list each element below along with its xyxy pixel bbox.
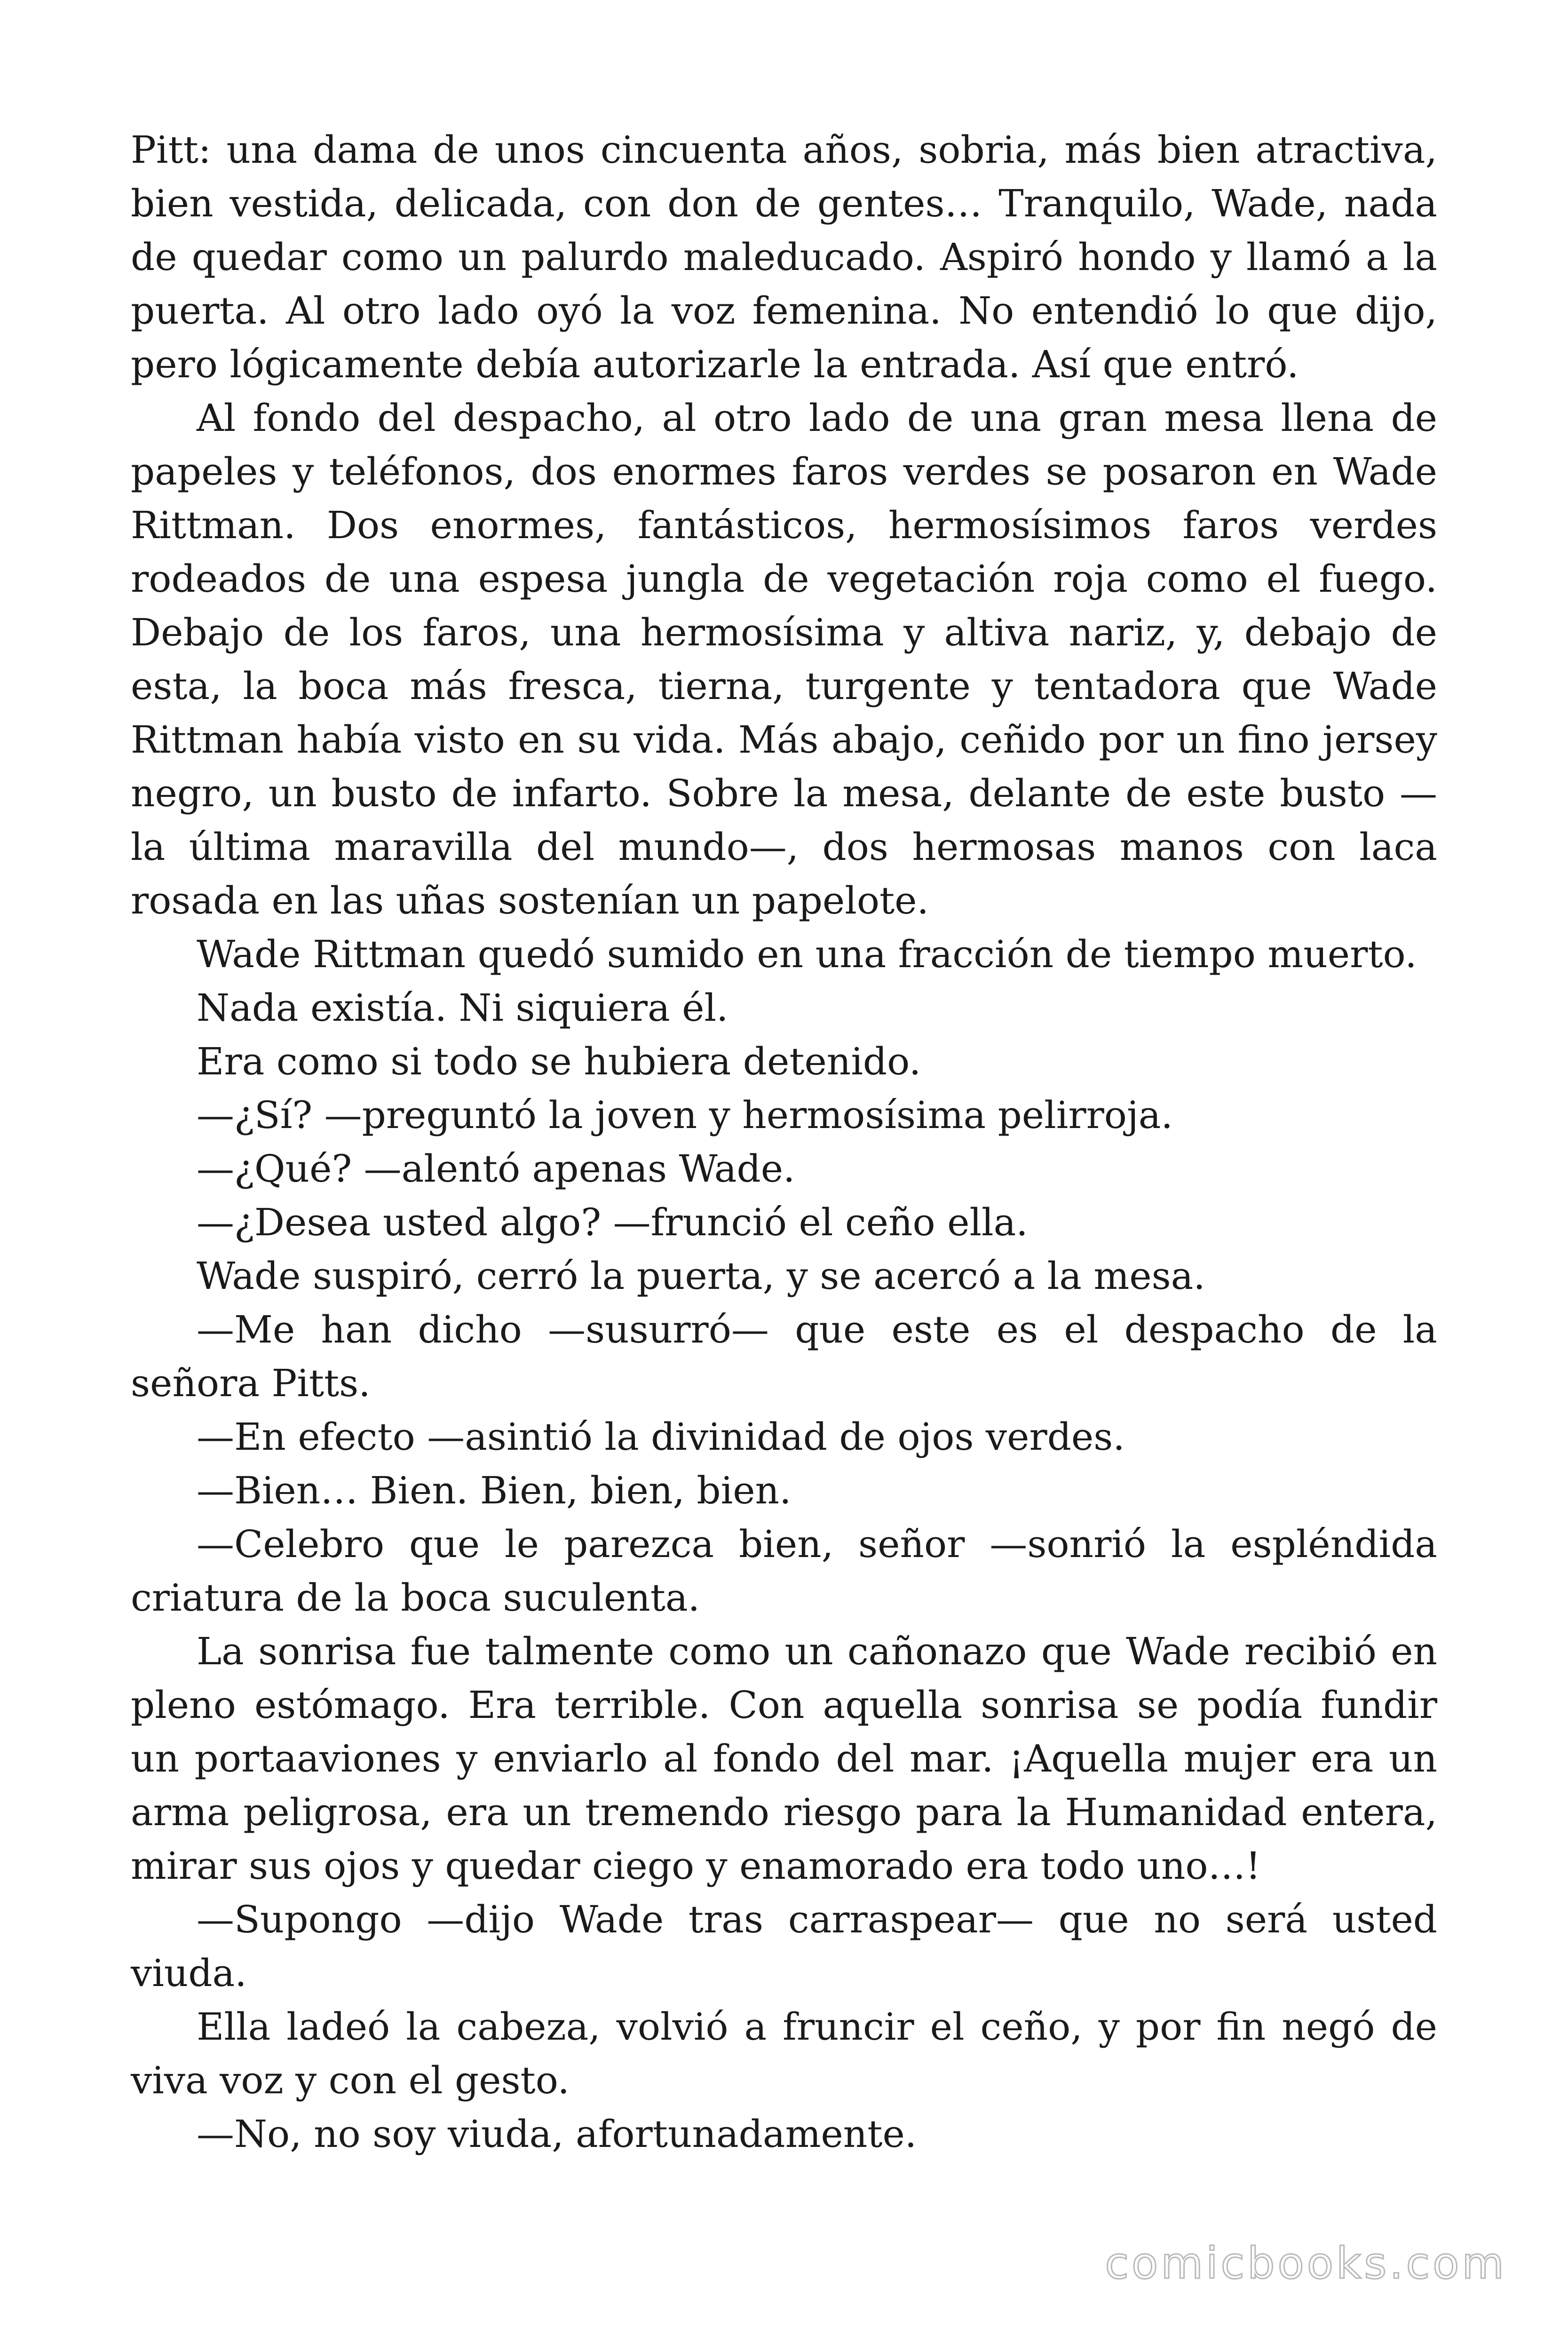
paragraph: Nada existía. Ni siquiera él. xyxy=(197,986,729,1030)
paragraph: Wade suspiró, cerró la puerta, y se acercó a la mesa. xyxy=(197,1254,1205,1298)
paragraph: —¿Desea usted algo? —frunció el ceño ella. xyxy=(197,1200,1028,1244)
paragraph: —No, no soy viuda, afortunadamente. xyxy=(197,2112,917,2156)
paragraph: —Supongo —dijo Wade tras carraspear— que no será usted viuda. xyxy=(131,1898,1437,1995)
paragraph: Ella ladeó la cabeza, volvió a fruncir el ceño, y por fin negó de viva voz y con el gesto. xyxy=(131,2005,1437,2102)
paragraph: —¿Qué? —alentó apenas Wade. xyxy=(197,1147,795,1191)
paragraph: —Me han dicho —susurró— que este es el despacho de la señora Pitts. xyxy=(131,1308,1437,1405)
paragraph: —Celebro que le parezca bien, señor —sonrió la espléndida criatura de la boca suculenta. xyxy=(131,1522,1437,1620)
watermark: comicbooks.com xyxy=(1105,2238,1507,2288)
paragraph: Wade Rittman quedó sumido en una fracción de tiempo muerto. xyxy=(197,932,1417,976)
paragraph: —Bien… Bien. Bien, bien, bien. xyxy=(197,1469,792,1512)
body-text xyxy=(131,123,1437,2161)
paragraph: —En efecto —asintió la divinidad de ojos verdes. xyxy=(197,1415,1125,1459)
paragraph: Al fondo del despacho, al otro lado de una gran mesa llena de papeles y teléfonos, dos enormes faros verdes se posaron en Wade Rittman. Dos enormes, fantásticos, hermosísimos faros verdes rodeados de una espesa jungla de vegetación roja como el fuego. Debajo de los faros, una hermosísima y altiva nariz, y, debajo de esta, la boca más fresca, tierna, turgente y tentadora que Wade Rittman había visto en su vida. Más abajo, ceñido por un fino jersey negro, un busto de infarto. Sobre la mesa, delante de este busto —la última maravilla del mundo—, dos hermosas manos con laca rosada en las uñas sostenían un papelote. xyxy=(131,396,1437,922)
paragraph: —¿Sí? —preguntó la joven y hermosísima pelirroja. xyxy=(197,1093,1173,1137)
paragraph: Pitt: una dama de unos cincuenta años, sobria, más bien atractiva, bien vestida, delicada, con don de gentes… Tranquilo, Wade, nada de quedar como un palurdo maleducado. Aspiró hondo y llamó a la puerta. Al otro lado oyó la voz femenina. No entendió lo que dijo, pero lógicamente debía autorizarle la entrada. Así que entró. xyxy=(131,128,1437,386)
paragraph: La sonrisa fue talmente como un cañonazo que Wade recibió en pleno estómago. Era terrible. Con aquella sonrisa se podía fundir un portaaviones y enviarlo al fondo del mar. ¡Aquella mujer era un arma peligrosa, era un tremendo riesgo para la Humanidad entera, mirar sus ojos y quedar ciego y enamorado era todo uno…! xyxy=(131,1629,1437,1888)
paragraph: Era como si todo se hubiera detenido. xyxy=(197,1040,921,1083)
